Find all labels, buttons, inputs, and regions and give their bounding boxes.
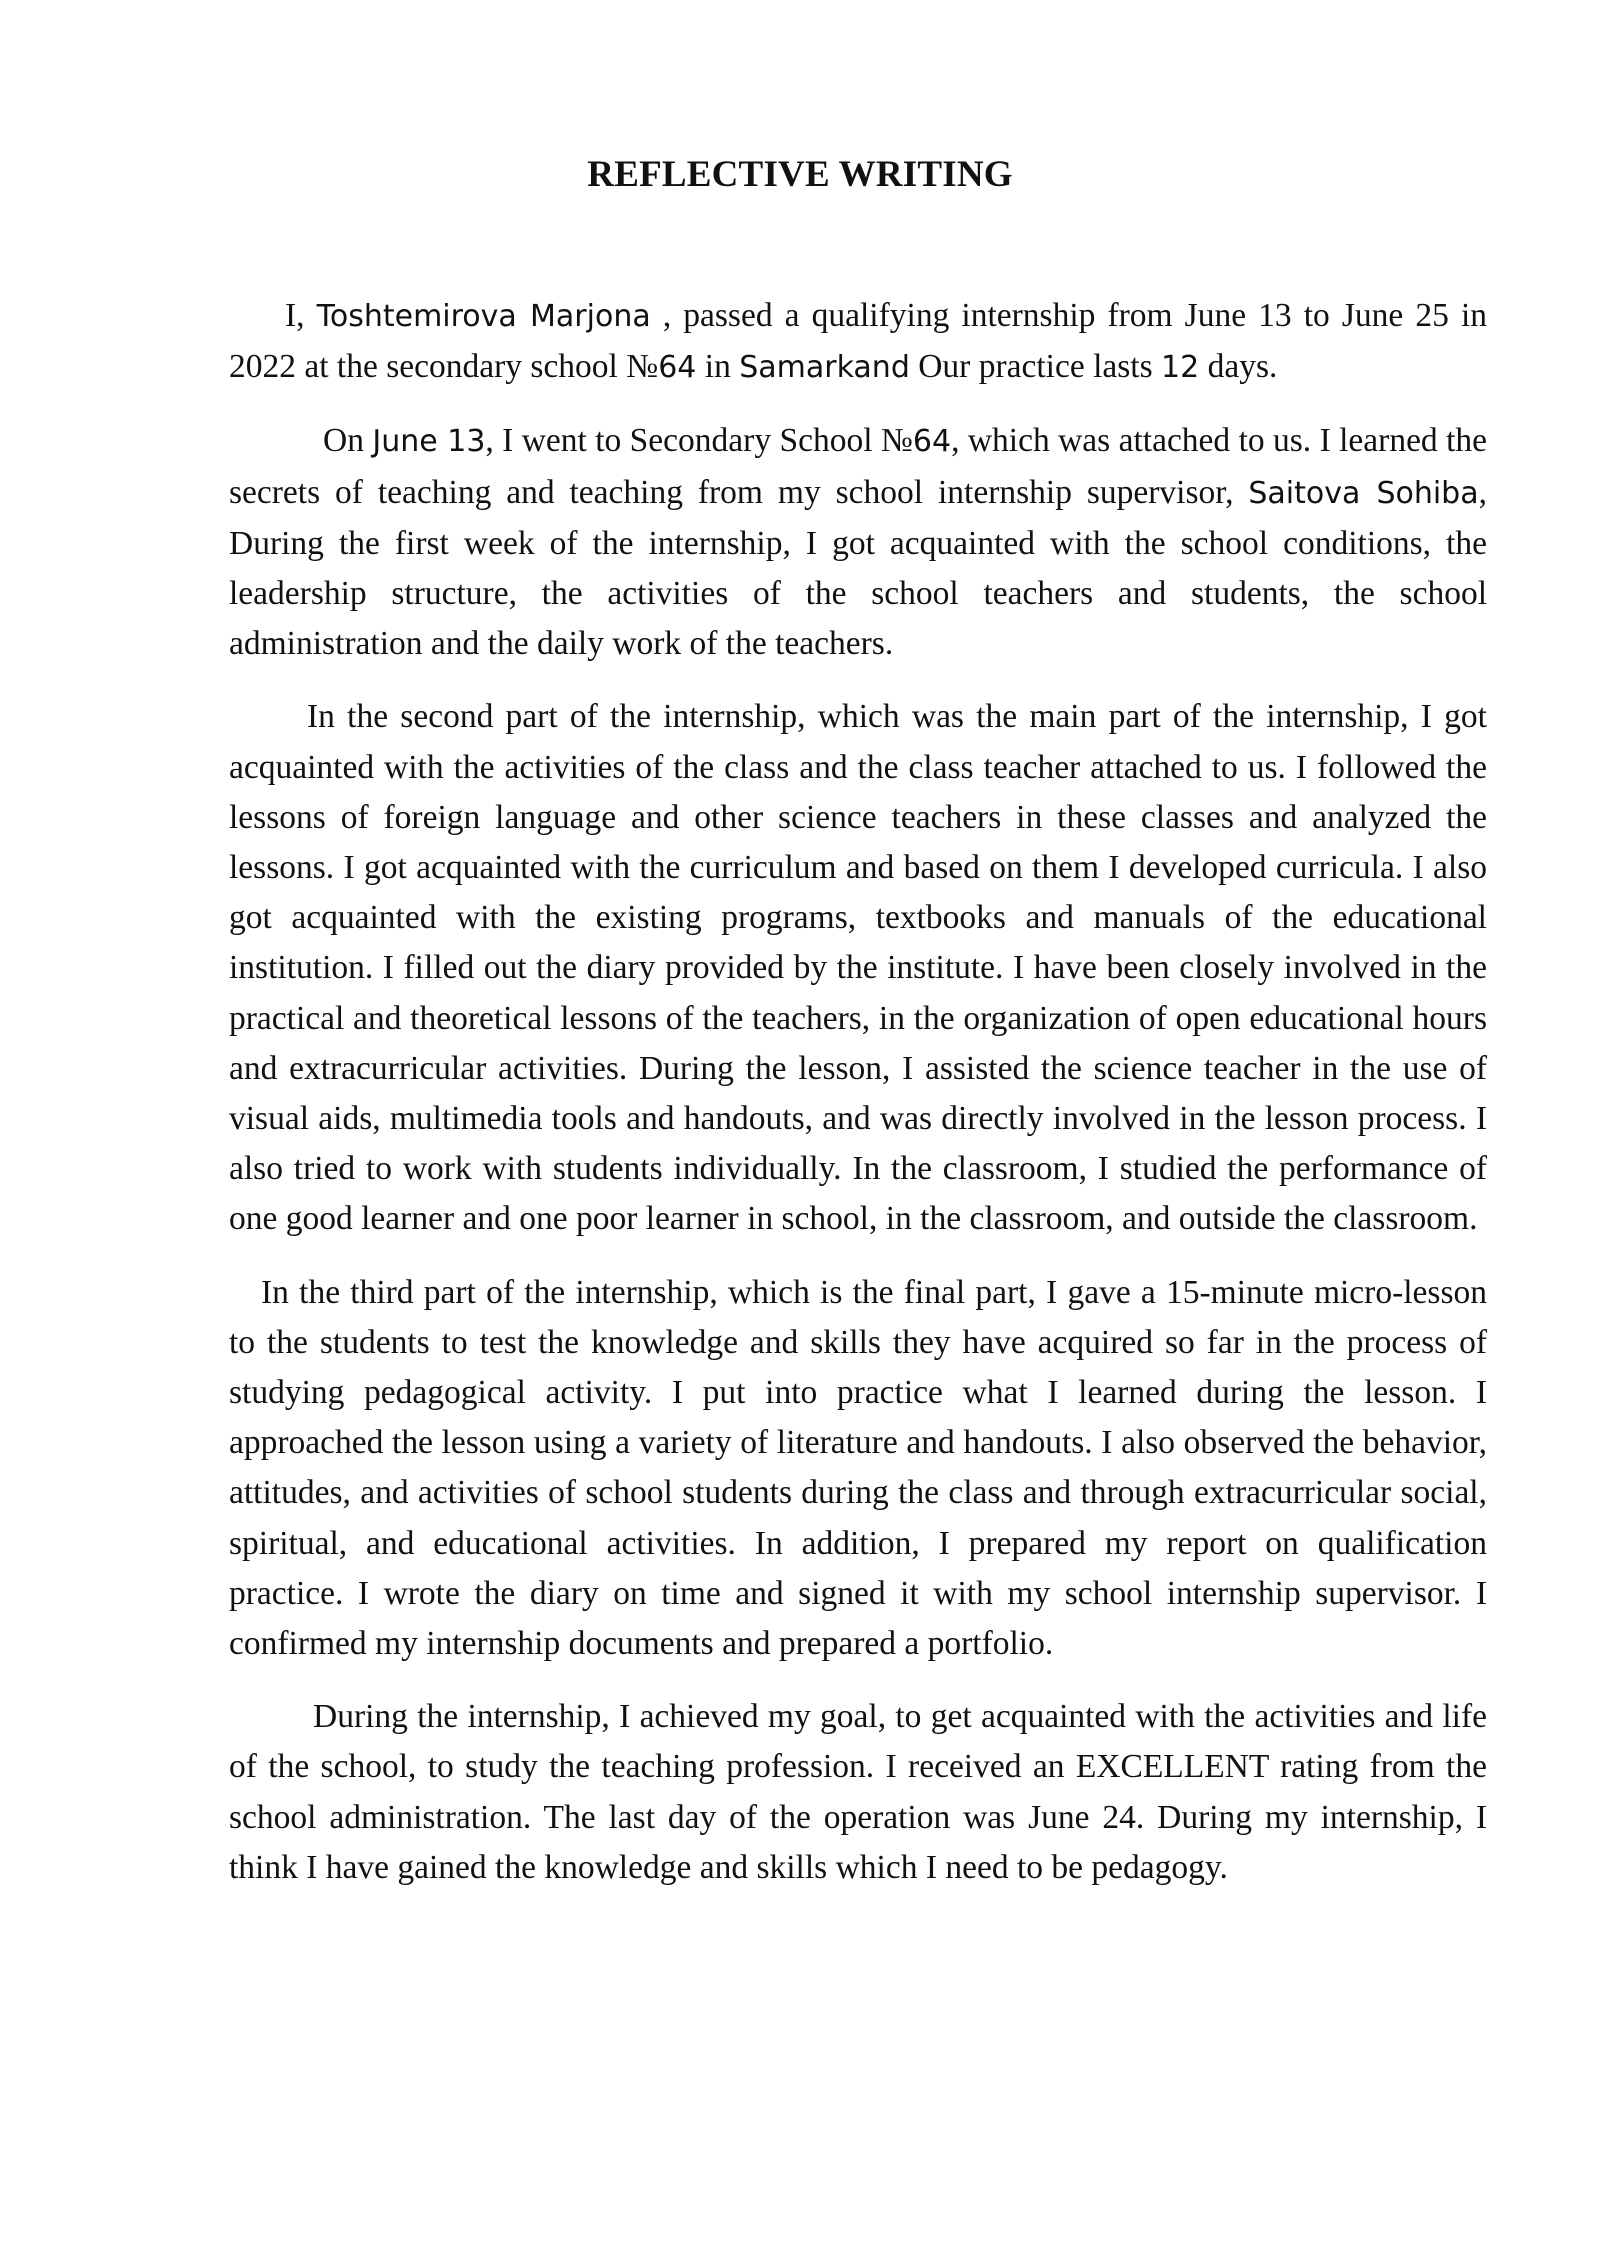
school-number: 64 [658,350,697,386]
student-name: Toshtemirova Marjona [316,299,651,334]
city-name: Samarkand [739,350,910,386]
p1-text-d: Our practice lasts [909,348,1162,386]
paragraph-second-part: In the second part of the internship, which was the main part of the internship, I got acquainted with the activities of the class and the class teacher attached to us. I followed the lessons of foreign language and other science teachers in these classes and analyzed the lessons. I got acquainted with the curriculum and based on them I developed curricula. I also got acquainted with the existing programs, textbooks and manuals of the educational institution. I filled out the diary provided by the institute. I have been closely involved in the practical and theoretical lessons of the teachers, in the organization of open educational hours and extracurricular activities. During the lesson, I assisted the science teacher in the use of visual aids, multimedia tools and handouts, and was directly involved in the lesson process. I also tried to work with students individually. In the classroom, I studied the performance of one good learner and one poor learner in school, in the classroom, and outside the classroom. [229,698,1487,1238]
document-body [229,291,1487,1916]
p2-text-a: On [323,422,373,460]
practice-days: 12 [1161,350,1200,386]
p1-text-b: , passed a qualifying internship from June 13 to June 25 in 2022 at the secondary school № [229,297,1488,386]
paragraph-intro [229,291,1487,393]
paragraph-third-part: In the third part of the internship, which is the final part, I gave a 15-minute micro-lesson to the students to test the knowledge and skills they have acquired so far in the process of studying pedagogical activity. I put into practice what I learned during the lesson. I approached the lesson using a variety of literature and handouts. I also observed the behavior, attitudes, and activities of school students during the class and through extracurricular social, spiritual, and educational activities. In addition, I prepared my report on qualification practice. I wrote the diary on time and signed it with my school internship supervisor. I confirmed my internship documents and prepared a portfolio. [229,1273,1487,1663]
document-title: REFLECTIVE WRITING [587,154,1013,195]
p2-text-c: , which was attached to us. I learned the secrets of teaching and teaching from my school internship supervisor, [229,422,1487,511]
paragraph-conclusion: During the internship, I achieved my goal, to get acquainted with the activities and life of the school, to study the teaching profession. I received an EXCELLENT rating from the school administration. The last day of the operation was June 24. During my internship, I think I have gained the knowledge and skills which I need to be pedagogy. [229,1698,1487,1886]
supervisor-name: Saitova Sohiba [1248,475,1479,511]
start-date: June 13 [372,424,486,460]
p1-text-e: days. [1199,348,1278,386]
p1-text-c: in [696,348,740,386]
p2-text-d: , During the first week of the internship, I got acquainted with the school conditions, the leadership structure, the activities of the school teachers and students, the school administration and the daily work of the teachers. [229,473,1487,663]
paragraph-first-week [229,416,1487,669]
p1-text-a: I, [285,297,317,334]
school-number-2: 64 [912,424,952,460]
p2-text-b: , I went to Secondary School № [485,422,913,460]
